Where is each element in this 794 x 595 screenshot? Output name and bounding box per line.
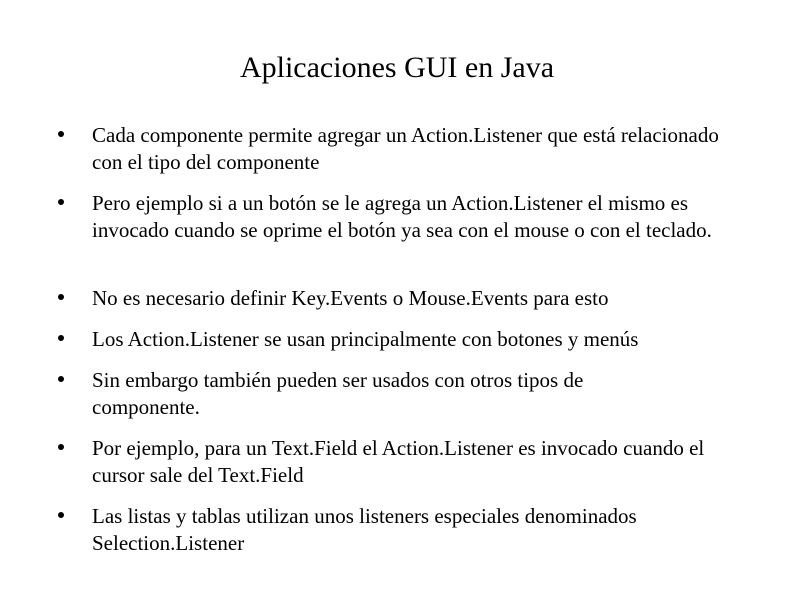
bullet-dot-icon: [58, 512, 64, 518]
bullet-text: Sin embargo también pueden ser usados con otros tipos de componente.: [92, 368, 584, 419]
bullet-dot-icon: [58, 376, 64, 382]
bullet-text: Los Action.Listener se usan principalmente con botones y menús: [92, 327, 639, 351]
bullet-item: [58, 326, 748, 353]
bullet-dot-icon: [58, 199, 64, 205]
bullet-text: Pero ejemplo si a un botón se le agrega un Action.Listener el mismo es invocado cuando se oprime el botón ya sea con el mouse o con el teclado.: [92, 191, 712, 242]
bullet-text: No es necesario definir Key.Events o Mouse.Events para esto: [92, 286, 609, 310]
bullet-dot-icon: [58, 131, 64, 137]
bullet-dot-icon: [58, 294, 64, 300]
bullet-item: [58, 285, 748, 312]
bullet-item: [58, 367, 692, 421]
bullet-text: Por ejemplo, para un Text.Field el Action.Listener es invocado cuando el cursor sale del Text.Field: [92, 436, 705, 487]
bullet-dot-icon: [58, 444, 64, 450]
bullet-item: [58, 190, 748, 244]
bullet-text: Cada componente permite agregar un Action.Listener que está relacionado con el tipo del componente: [92, 123, 719, 174]
bullet-text: Las listas y tablas utilizan unos listeners especiales denominados Selection.Listener: [92, 504, 637, 555]
bullet-dot-icon: [58, 335, 64, 341]
bullet-item: [58, 435, 732, 489]
bullet-item: [58, 503, 732, 557]
slide-title: Aplicaciones GUI en Java: [239, 51, 555, 84]
bullet-item: [58, 122, 748, 176]
